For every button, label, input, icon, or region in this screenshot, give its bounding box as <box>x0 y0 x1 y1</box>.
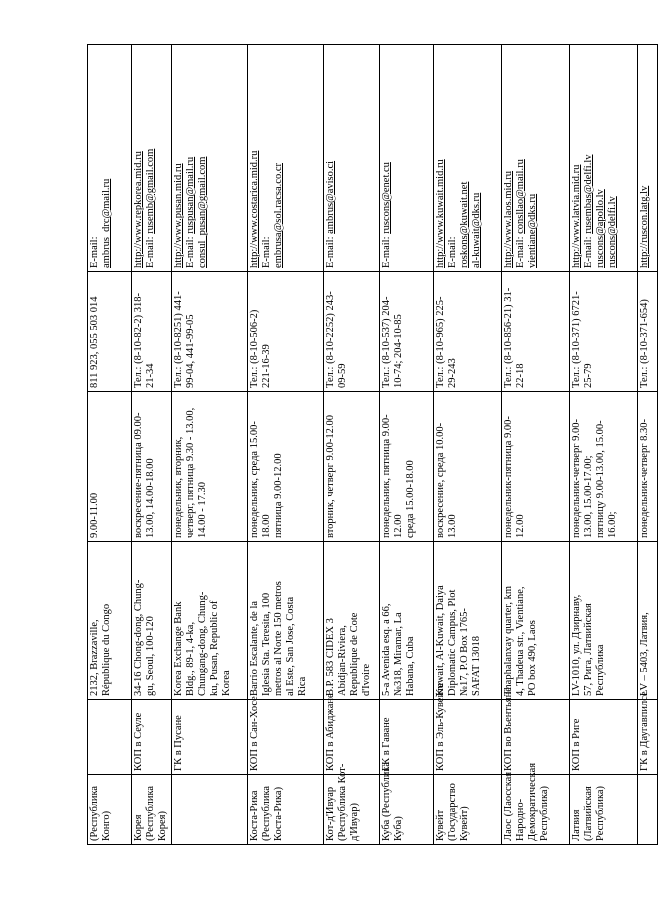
phone-cell <box>380 272 434 392</box>
cell-line <box>471 48 483 268</box>
website-link[interactable]: http://www.costarica.mid.ru <box>249 150 260 268</box>
cell-line: среда 15.00-18.00 <box>405 460 416 538</box>
cell-line: (Республика <box>261 785 272 841</box>
contacts-cell <box>434 45 502 272</box>
cell-line: 14.00 - 17.30 <box>197 482 208 538</box>
country-cell <box>570 775 638 845</box>
address-cell <box>172 542 248 700</box>
hours-cell <box>132 392 172 542</box>
address-cell <box>502 542 570 700</box>
cell-line: Демократическая <box>527 762 538 841</box>
cell-line: Abidjan-Riviera, <box>337 625 348 696</box>
email-link[interactable]: ambrus@aviso.ci <box>325 160 336 234</box>
cell-line: 34-16 Chong-dong, Chung- <box>133 579 144 696</box>
cell-line: metros al Norte 150 metros <box>273 581 284 696</box>
cell-line: Тел.: (8-10-2252) 243- <box>325 291 336 388</box>
table-row <box>324 45 380 845</box>
cell-line: (Республика <box>145 785 156 841</box>
consular-offices-table <box>87 44 658 845</box>
address-cell <box>324 542 380 700</box>
cell-line: Кувейт) <box>459 806 470 841</box>
country-cell <box>88 775 132 845</box>
email-link[interactable]: roskons@kuwait.net <box>459 181 470 268</box>
cell-line <box>197 48 209 268</box>
cell-line: КОП в Риге <box>571 718 582 771</box>
cell-line: понедельник-пятница 9.00- <box>503 416 514 538</box>
address-cell <box>434 542 502 700</box>
country-cell <box>172 775 248 845</box>
hours-cell <box>434 392 502 542</box>
cell-line: Латвия <box>571 809 582 841</box>
cell-line: Кот-д'Ивуар <box>325 786 336 841</box>
cell-line: Thaphalanxay quarter, km <box>503 585 514 696</box>
email-link[interactable]: ruscons@apollo.lv <box>595 189 606 268</box>
address-cell <box>132 542 172 700</box>
cell-line: al Este, San Jose, Costa <box>285 596 296 696</box>
cell-line: SAFAT 13018 <box>471 635 482 696</box>
cell-line: КОП в Абиджане <box>325 693 336 771</box>
cell-line: 29-243 <box>447 358 458 388</box>
hours-cell <box>570 392 638 542</box>
cell-line: Тел.: (8-10-856-21) 31- <box>503 287 514 388</box>
cell-line: КОП во Вьентьяне <box>503 687 514 771</box>
cell-line <box>639 48 651 268</box>
office-cell <box>88 700 132 775</box>
cell-line: Diplomatic Campus, Plot <box>447 589 458 696</box>
website-link[interactable]: http://www.laos.mid.ru <box>503 170 514 268</box>
phone-cell <box>248 272 324 392</box>
cell-line: ГК в Пусане <box>173 715 184 771</box>
cell-line <box>571 48 583 268</box>
cell-line: LV – 5403, Латвия, <box>639 612 650 696</box>
cell-line: 12.00 <box>393 514 404 538</box>
cell-line: Конго) <box>101 810 112 841</box>
address-cell <box>638 542 658 700</box>
cell-line: B.P. 583 CIDEX 3 <box>325 618 336 696</box>
office-cell <box>638 691 658 775</box>
website-link[interactable]: http://ruscon.latg.lv <box>639 185 650 268</box>
office-cell <box>172 700 248 775</box>
cell-line: понедельник, вторник, <box>173 436 184 538</box>
table-row <box>172 45 248 845</box>
cell-line: понедельник-четверг 8.30- <box>639 418 650 538</box>
email-link[interactable]: vientiane@dks.ru <box>527 193 538 268</box>
phone-cell <box>434 272 502 392</box>
cell-line <box>595 48 607 268</box>
cell-line <box>133 48 145 268</box>
email-link[interactable]: al-kuwait@dks.ru <box>471 192 482 268</box>
contacts-cell <box>88 45 132 272</box>
cell-line: 09-59 <box>337 363 348 388</box>
cell-line: LV-1010, ул. Дзирнаву, <box>571 594 582 696</box>
cell-line: Iglesia Sta. Teresita, 100 <box>261 592 272 696</box>
cell-line: КОП в Эль-Кувейте <box>435 682 446 771</box>
country-cell <box>380 761 434 845</box>
cell-line: 99-04, 441-99-05 <box>185 314 196 388</box>
hours-cell <box>172 392 248 542</box>
cell-line: 16.00; <box>607 511 618 538</box>
cell-line: Тел.: (8-10-537) 204- <box>381 296 392 388</box>
cell-line: Кувейт <box>435 809 446 841</box>
email-link[interactable]: ambrus_drc@mail.ru <box>101 178 112 268</box>
cell-line: Bldg., 89-1, 4-ka, <box>185 621 196 696</box>
cell-line: E-mail: consllao@mail.ru <box>515 159 526 268</box>
table-row <box>570 45 638 845</box>
cell-line: 13.00 <box>447 514 458 538</box>
table-body <box>88 45 658 845</box>
cell-line <box>607 48 619 268</box>
cell-line: Тел.: (8-10-965) 225- <box>435 296 446 388</box>
email-link[interactable]: rusemb@gmail.com <box>145 148 156 234</box>
cell-line: четверг, пятница 9.30 - 13.00, <box>185 407 196 538</box>
cell-line: 22-18 <box>515 363 526 388</box>
cell-line: Rica <box>297 676 308 696</box>
cell-line: Korea Exchange Bank <box>173 601 184 696</box>
cell-line <box>435 48 447 268</box>
cell-line: Тел.: (8-10-371) 6721- <box>571 291 582 388</box>
hours-cell <box>88 392 132 542</box>
email-link[interactable]: consllao@mail.ru <box>515 159 526 234</box>
office-cell <box>570 700 638 775</box>
country-cell <box>502 762 570 845</box>
cell-line: Республика <box>595 644 606 696</box>
office-cell <box>248 696 324 775</box>
country-cell <box>132 775 172 845</box>
cell-line: пятница 9.00-12.00 <box>273 453 284 538</box>
contacts-cell <box>502 45 570 272</box>
cell-line: 13.00, 14.00-18.00 <box>145 458 156 538</box>
cell-line: Коста-Рика) <box>273 786 284 841</box>
cell-line: 21-34 <box>145 363 156 388</box>
table-row <box>132 45 172 845</box>
cell-line: понедельник-четверг 9.00- <box>571 418 582 538</box>
cell-line: 25-79 <box>583 363 594 388</box>
cell-line: 13.00, 15.00-17.00; <box>583 455 594 538</box>
table-row <box>248 45 324 845</box>
email-link[interactable]: embrusa@sol.racsa.co.cr <box>273 163 284 268</box>
cell-line: Куба) <box>393 816 404 841</box>
cell-line: 811 923, 055 503 014 <box>89 296 100 388</box>
hours-cell <box>638 392 658 542</box>
contacts-cell <box>570 45 638 272</box>
cell-line: КОП в Сеуле <box>133 712 144 771</box>
cell-line: Коста-Рика <box>249 790 260 841</box>
website-link[interactable]: http://www.kuwait.mid.ru <box>435 159 446 268</box>
phone-cell <box>132 272 172 392</box>
cell-line: Republique de Cote <box>349 612 360 696</box>
contacts-cell <box>324 45 380 272</box>
cell-line: Республика) <box>595 785 606 841</box>
cell-line: E-mail: rusemb@gmail.com <box>145 148 156 268</box>
cell-line: ГК в Гаване <box>381 717 392 771</box>
cell-line: КОП в Сан-Хосе <box>249 696 260 771</box>
cell-line: gu, Seoul, 100-120 <box>145 616 156 696</box>
cell-line <box>459 48 471 268</box>
email-link[interactable]: ruspusan@mail.ru <box>185 156 196 234</box>
cell-line: 57, Рига, Латвийская <box>583 603 594 696</box>
table-row <box>502 45 570 845</box>
cell-line: Тел.: (8-10-8251) 441- <box>173 291 184 388</box>
phone-cell <box>638 272 658 392</box>
phone-cell <box>88 272 132 392</box>
cell-line: 9.00-11.00 <box>89 492 100 538</box>
cell-line: д'Ивуар) <box>349 803 360 841</box>
contacts-cell <box>638 45 658 272</box>
cell-line: 2132, Brazzaville, <box>89 619 100 696</box>
address-cell <box>248 542 324 700</box>
cell-line: понедельник, среда 15.00- <box>249 421 260 538</box>
phone-cell <box>172 272 248 392</box>
phone-cell <box>570 272 638 392</box>
cell-line: E-mail: <box>89 236 100 268</box>
hours-cell <box>502 392 570 542</box>
table-row <box>88 45 132 845</box>
phone-cell <box>324 272 380 392</box>
country-cell <box>638 775 658 845</box>
contacts-cell <box>380 45 434 272</box>
cell-line: №318, Miramar, La <box>393 612 404 696</box>
office-cell <box>380 700 434 775</box>
hours-cell <box>248 392 324 542</box>
cell-line: E-mail: ruspusan@mail.ru <box>185 156 196 268</box>
cell-line: Тел.: (8-10-506-2) <box>249 309 260 388</box>
email-link[interactable]: ruscons@delfi.lv <box>607 196 618 268</box>
contacts-cell <box>172 45 248 272</box>
phone-cell <box>502 272 570 392</box>
cell-line: E-mail: ambrus@aviso.ci <box>325 160 336 268</box>
cell-line: E-mail: rusembas@delfi.lv <box>583 154 594 268</box>
cell-line: воскресение-пятница 09.00- <box>133 412 144 538</box>
office-cell <box>324 693 380 775</box>
cell-line: E-mail: <box>261 236 272 268</box>
table-row <box>380 45 434 845</box>
address-cell <box>88 542 132 700</box>
cell-line: Лаос (Лаосская <box>503 771 514 841</box>
cell-line: PO box 490, Laos <box>527 620 538 696</box>
cell-line <box>503 48 515 268</box>
cell-line: Barrio Escalante, de la <box>249 600 260 696</box>
cell-line: Тел.: (8-10-371-654) <box>639 299 650 388</box>
office-cell <box>132 700 172 775</box>
email-link[interactable]: rusembas@delfi.lv <box>583 154 594 234</box>
cell-line: пятницу 9.00-13.00, 15.00- <box>595 420 606 538</box>
hours-cell <box>380 392 434 542</box>
cell-line <box>527 48 539 268</box>
table-row <box>434 45 502 845</box>
cell-line: 18.00 <box>261 514 272 538</box>
cell-line: Корея) <box>157 811 168 841</box>
cell-line <box>249 48 261 268</box>
country-cell <box>324 763 380 845</box>
cell-line <box>173 48 185 268</box>
table-row <box>638 45 658 845</box>
cell-line: Куба (Республика <box>381 761 392 841</box>
cell-line <box>273 48 285 268</box>
cell-line: вторник, четверг 9.00-12.00 <box>325 414 336 538</box>
email-link[interactable]: consul_pusan@gmail.com <box>197 156 208 268</box>
cell-line: Habana, Cuba <box>405 636 416 696</box>
cell-line: (Республика Кот- <box>337 763 348 841</box>
cell-line: №17, P.O Box 1765- <box>459 608 470 696</box>
website-link[interactable]: http://www.latvia.mid.ru <box>571 164 582 268</box>
website-link[interactable]: http://www.pusan.mid.ru <box>173 163 184 268</box>
website-link[interactable]: http://www.repkorea.mid.ru <box>133 151 144 268</box>
contacts-cell <box>248 45 324 272</box>
cell-line: ГК в Даугавпилсе <box>639 691 650 771</box>
cell-line: Korea <box>221 670 232 696</box>
cell-line: Kuwait, Al-Kuwait, Daiya <box>435 585 446 696</box>
cell-line: воскресение, среда 10.00- <box>435 422 446 538</box>
cell-line: E-mail: <box>447 236 458 268</box>
contacts-cell <box>132 45 172 272</box>
hours-cell <box>324 392 380 542</box>
address-cell <box>570 542 638 700</box>
cell-line: Республика) <box>539 785 550 841</box>
cell-line: (Республика <box>89 785 100 841</box>
office-cell <box>434 682 502 775</box>
country-cell <box>248 775 324 845</box>
cell-line: 12.00 <box>515 514 526 538</box>
cell-line: République du Congo <box>101 603 112 696</box>
cell-line: понедельник, пятница 9.00- <box>381 414 392 538</box>
cell-line: ku, Pusan, Republic of <box>209 600 220 696</box>
cell-line: 10-74; 204-10-85 <box>393 314 404 388</box>
cell-line <box>101 48 113 268</box>
cell-line: 4, Thadeua str., Vientiane, <box>515 586 526 696</box>
country-cell <box>434 775 502 845</box>
email-link[interactable]: ruscons@enet.cu <box>381 162 392 234</box>
cell-line: 5-a Avenida esq. a 66, <box>381 603 392 696</box>
cell-line: Корея <box>133 814 144 841</box>
cell-line: 221-16-39 <box>261 344 272 388</box>
cell-line: E-mail: ruscons@enet.cu <box>381 162 392 268</box>
cell-line: d'Ivoire <box>361 663 372 696</box>
cell-line: Тел.: (8-10-82-2) 318- <box>133 293 144 388</box>
address-cell <box>380 542 434 700</box>
cell-line: (Латвийская <box>583 786 594 841</box>
cell-line: Chungang-dong, Chung- <box>197 591 208 696</box>
cell-line: (Государство <box>447 783 458 841</box>
cell-line: Народно- <box>515 798 526 841</box>
